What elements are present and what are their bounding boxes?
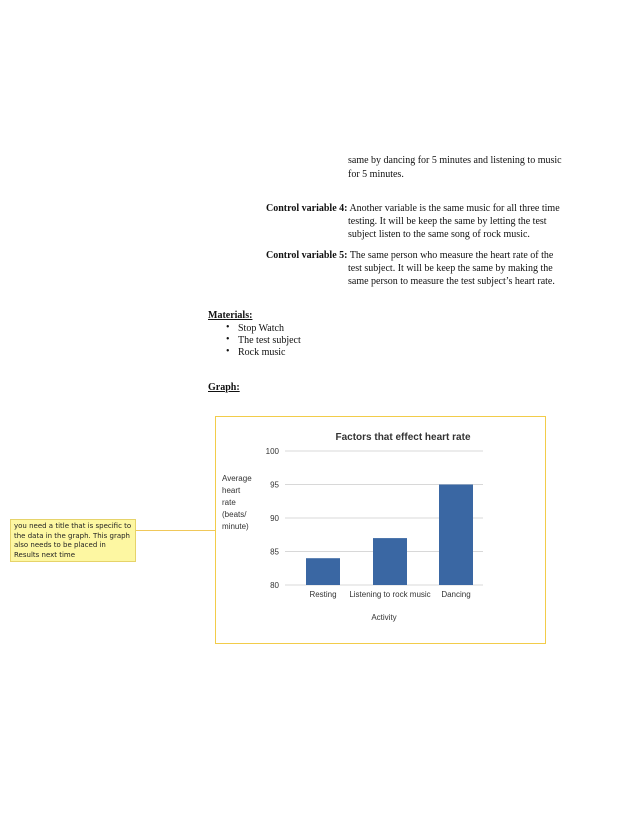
y-axis-label-line: heart: [222, 486, 241, 495]
bullet-icon: •: [226, 346, 230, 357]
bar-dancing: [439, 485, 473, 586]
control-variable-5-text: The same person who measure the heart rate of the: [349, 250, 554, 261]
chart-title: Factors that effect heart rate: [335, 432, 471, 443]
y-tick-label: 95: [270, 480, 279, 490]
y-axis-label-line: minute): [222, 522, 249, 531]
body-text-line: for 5 minutes.: [348, 169, 404, 180]
y-tick-label: 90: [270, 514, 279, 523]
chart-frame[interactable]: [215, 416, 546, 644]
x-tick-label: Dancing: [441, 590, 471, 599]
x-axis-label: Activity: [371, 613, 397, 622]
bar-listening-to-rock-music: [373, 538, 407, 585]
body-text-line: same by dancing for 5 minutes and listening to music: [348, 155, 562, 166]
y-tick-label: 80: [270, 581, 279, 590]
comment-note[interactable]: you need a title that is specific to the data in the graph. This graph also needs to be placed in Results next time: [10, 519, 136, 562]
control-variable-4: [266, 202, 560, 216]
material-item: Rock music: [238, 347, 286, 358]
x-tick-label: Resting: [309, 590, 337, 599]
bar-chart: [215, 416, 546, 644]
control-variable-4-text: testing. It will be keep the same by letting the test: [348, 216, 547, 227]
graph-heading: Graph:: [208, 382, 240, 393]
control-variable-4-label: Control variable 4:: [266, 203, 348, 214]
y-axis-label-line: (beats/: [222, 510, 247, 519]
control-variable-5-text: same person to measure the test subject’s heart rate.: [348, 276, 555, 287]
control-variable-5-text: test subject. It will be keep the same by making the: [348, 263, 553, 274]
y-tick-labels: [266, 447, 280, 590]
x-tick-labels: [309, 590, 470, 599]
bullet-icon: •: [226, 322, 230, 333]
y-tick-label: 85: [270, 547, 279, 557]
material-item: Stop Watch: [238, 323, 284, 334]
control-variable-5: [266, 249, 553, 263]
control-variable-5-label: Control variable 5:: [266, 250, 348, 261]
bullet-icon: •: [226, 334, 230, 345]
control-variable-4-text: subject listen to the same song of rock music.: [348, 229, 530, 240]
y-axis-label-line: Average: [222, 474, 252, 483]
y-axis-label-line: rate: [222, 498, 236, 507]
material-item: The test subject: [238, 335, 301, 346]
bars: [306, 485, 473, 586]
control-variable-4-text: Another variable is the same music for all three time: [349, 203, 560, 214]
y-tick-label: 100: [265, 447, 279, 456]
materials-heading: Materials:: [208, 310, 253, 321]
x-tick-label: Listening to rock music: [349, 590, 431, 599]
bar-resting: [306, 558, 340, 585]
